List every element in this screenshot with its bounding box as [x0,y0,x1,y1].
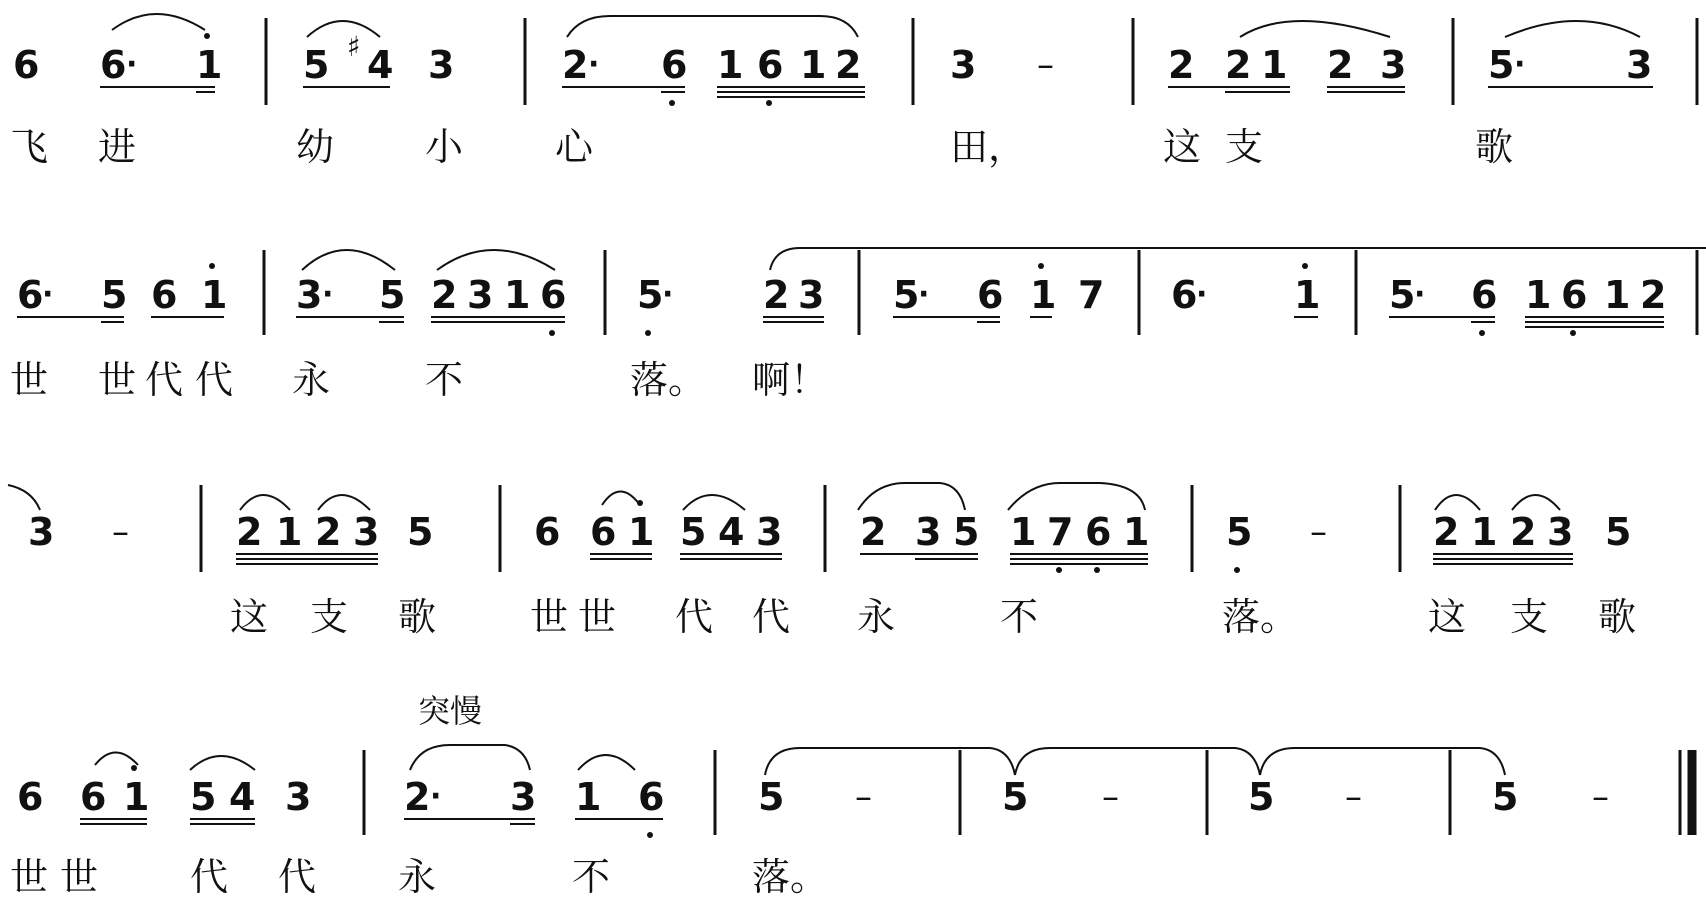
lyric: 不 [425,358,464,402]
note: 5 [190,775,217,819]
note: 2 [1168,43,1195,87]
note: 2 [315,510,342,554]
note: 6 [17,775,44,819]
note: 5 [953,510,980,554]
note: 1 [800,43,827,87]
lyric: 世 [10,358,49,402]
note: 1 [575,775,602,819]
lyric: 支 [1225,125,1264,169]
system-3 [8,483,1636,639]
system-2 [10,248,1706,402]
system-1 [10,14,1697,169]
lyric: 代 [752,595,791,639]
augmentation-dot: · [1414,277,1426,312]
augmentation-dot: · [918,277,930,312]
note: 3 [798,273,825,317]
lyric: 代 [145,358,184,402]
note: 3 [510,775,537,819]
note: 2 [1640,273,1667,317]
rest-dash: – [855,777,872,817]
note: 1 [1123,510,1150,554]
note: 6 [17,273,44,317]
augmentation-dot: · [1196,277,1208,312]
note: 3 [28,510,55,554]
lyric: 世 [10,855,49,899]
lyric: 落。 [752,855,829,899]
note: 6 [1471,273,1498,317]
note: 6 [1085,510,1112,554]
note: 5 [893,273,920,317]
note: 2 [236,510,263,554]
augmentation-dot: · [662,277,674,312]
note: 6 [1171,273,1198,317]
note: 5 [1488,43,1515,87]
lyric: 永 [292,358,331,402]
note: 1 [628,510,655,554]
lyric: 落。 [1222,595,1299,639]
augmentation-dot: · [322,277,334,312]
note: 5 [1492,775,1519,819]
note: 2 [562,43,589,87]
note: 7 [1047,510,1074,554]
note: 5 [758,775,785,819]
augmentation-dot: · [430,779,442,814]
note: 1 [1294,273,1321,317]
note: 1 [276,510,303,554]
note: 4 [718,510,745,554]
note: 2 [763,273,790,317]
rest-dash: – [112,512,129,552]
note: 6 [638,775,665,819]
note: 6 [13,43,40,87]
note: 3 [950,43,977,87]
note: 3 [285,775,312,819]
lyric: 代 [195,358,234,402]
note: 5 [1248,775,1275,819]
note: 6 [977,273,1004,317]
note: 3 [353,510,380,554]
note: 1 [196,43,223,87]
note: 1 [1604,273,1631,317]
system-4 [10,692,1692,899]
lyric: 心 [555,125,594,169]
augmentation-dot: · [126,47,138,82]
lyric: 小 [425,125,464,169]
lyric: 永 [398,855,437,899]
note: 2 [404,775,431,819]
note: 4 [367,43,394,87]
rest-dash: – [1037,45,1054,85]
lyric: 歌 [1598,595,1637,639]
note: 3 [1547,510,1574,554]
sharp-sign: ♯ [347,30,361,63]
note: 6 [661,43,688,87]
lyric: 歌 [1475,125,1514,169]
note: 5 [303,43,330,87]
lyric: 这 [1428,595,1467,639]
note: 5 [637,273,664,317]
note: 4 [229,775,256,819]
note: 2 [860,510,887,554]
note: 5 [680,510,707,554]
note: 1 [1525,273,1552,317]
note: 6 [1561,273,1588,317]
note: 6 [80,775,107,819]
note: 6 [540,273,567,317]
note: 2 [1327,43,1354,87]
augmentation-dot: · [1514,47,1526,82]
note: 5 [379,273,406,317]
lyric: 永 [857,595,896,639]
note: 7 [1078,273,1105,317]
lyric: 支 [1510,595,1549,639]
lyric: 不 [572,855,611,899]
note: 1 [1471,510,1498,554]
note: 2 [1510,510,1537,554]
note: 5 [1389,273,1416,317]
lyric: 代 [278,855,317,899]
lyric: 幼 [296,125,335,169]
lyric: 世 [578,595,617,639]
note: 3 [467,273,494,317]
note: 2 [835,43,862,87]
note: 1 [201,273,228,317]
tempo-mark: 突慢 [418,692,483,730]
note: 2 [1433,510,1460,554]
lyric: 支 [310,595,349,639]
note: 3 [915,510,942,554]
note: 1 [1010,510,1037,554]
augmentation-dot: · [588,47,600,82]
note: 5 [101,273,128,317]
note: 1 [1261,43,1288,87]
lyric: 代 [675,595,714,639]
note: 3 [1380,43,1407,87]
lyric: 世 [60,855,99,899]
lyric: 田， [950,125,1027,169]
note: 1 [504,273,531,317]
note: 2 [1225,43,1252,87]
note: 1 [1030,273,1057,317]
lyric: 啊！ [752,358,829,402]
lyric: 飞 [10,125,49,169]
lyric: 歌 [398,595,437,639]
note: 6 [100,43,127,87]
note: 6 [151,273,178,317]
lyric: 进 [98,125,137,169]
note: 3 [756,510,783,554]
lyric: 这 [230,595,269,639]
note: 3 [1626,43,1653,87]
augmentation-dot: · [42,277,54,312]
rest-dash: – [1345,777,1362,817]
note: 3 [428,43,455,87]
note: 1 [123,775,150,819]
note: 5 [407,510,434,554]
note: 6 [757,43,784,87]
note: 5 [1605,510,1632,554]
note: 2 [431,273,458,317]
note: 5 [1226,510,1253,554]
note: 3 [296,273,323,317]
lyric: 世 [530,595,569,639]
rest-dash: – [1592,777,1609,817]
note: 6 [590,510,617,554]
note: 1 [717,43,744,87]
note: 5 [1002,775,1029,819]
lyric: 代 [190,855,229,899]
lyric: 落。 [630,358,707,402]
lyric: 这 [1163,125,1202,169]
rest-dash: – [1310,512,1327,552]
lyric: 不 [1000,595,1039,639]
note: 6 [534,510,561,554]
lyric: 世 [98,358,137,402]
rest-dash: – [1102,777,1119,817]
